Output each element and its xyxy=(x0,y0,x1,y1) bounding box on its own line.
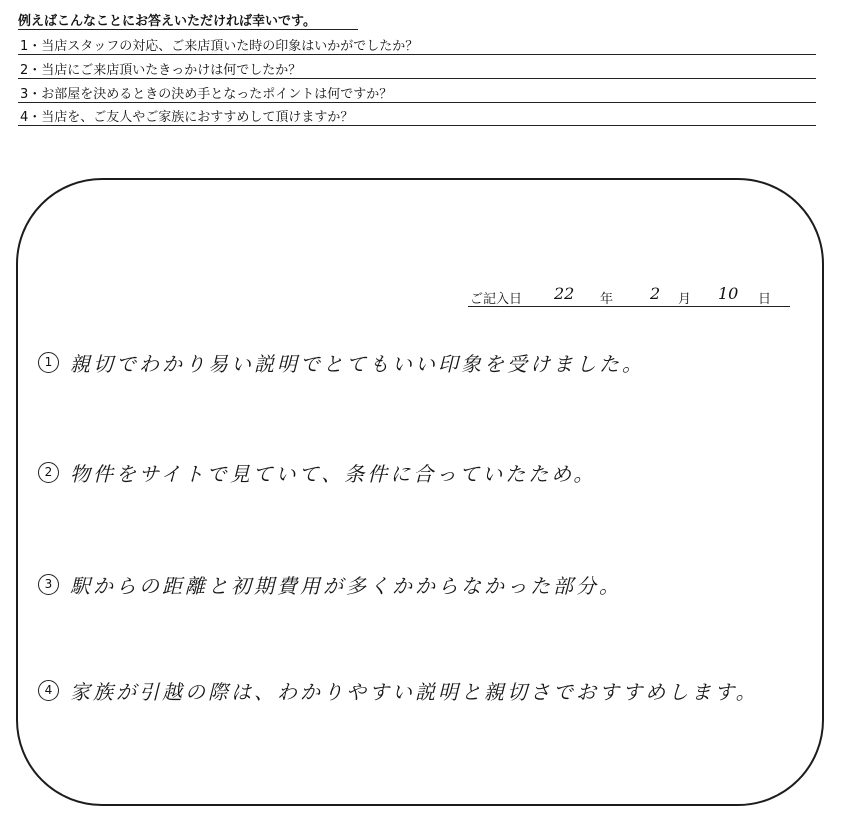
answer-text: 家族が引越の際は、わかりやすい説明と親切さでおすすめします。 xyxy=(70,680,759,704)
question-row-1 xyxy=(18,32,816,55)
entry-date xyxy=(468,284,790,307)
answer-text: 親切でわかり易い説明でとてもいい印象を受けました。 xyxy=(70,352,645,376)
answer-card xyxy=(16,178,824,806)
question-text: 2・当店にご来店頂いたきっかけは何でしたか？ xyxy=(20,63,302,78)
date-month-unit: 月 xyxy=(678,292,692,307)
question-text: 1・当店スタッフの対応、ご来店頂いた時の印象はいかがでしたか？ xyxy=(20,39,419,54)
question-text: 3・お部屋を決めるときの決め手となったポイントは何ですか？ xyxy=(20,87,393,102)
date-day-unit: 日 xyxy=(758,292,772,307)
answer-text: 物件をサイトで見ていて、条件に合っていたため。 xyxy=(70,462,597,486)
answer-number: 1 xyxy=(38,352,59,373)
question-row-2 xyxy=(18,56,816,79)
answer-number: 4 xyxy=(38,680,59,701)
question-row-4 xyxy=(18,103,816,126)
header-title: 例えばこんなことにお答えいただければ幸いです。 xyxy=(18,14,316,29)
date-year-unit: 年 xyxy=(600,292,614,307)
date-month: 2 xyxy=(650,284,661,303)
date-label: ご記入日 xyxy=(470,292,523,307)
date-day: 10 xyxy=(718,284,739,303)
header-title-underline xyxy=(18,29,358,30)
question-text: 4・当店を、ご友人やご家族におすすめして頂けますか？ xyxy=(20,110,354,125)
answer-number: 2 xyxy=(38,462,59,483)
question-row-3 xyxy=(18,80,816,103)
date-year: 22 xyxy=(554,284,575,303)
answer-number: 3 xyxy=(38,574,59,595)
answer-text: 駅からの距離と初期費用が多くかからなかった部分。 xyxy=(70,574,622,598)
